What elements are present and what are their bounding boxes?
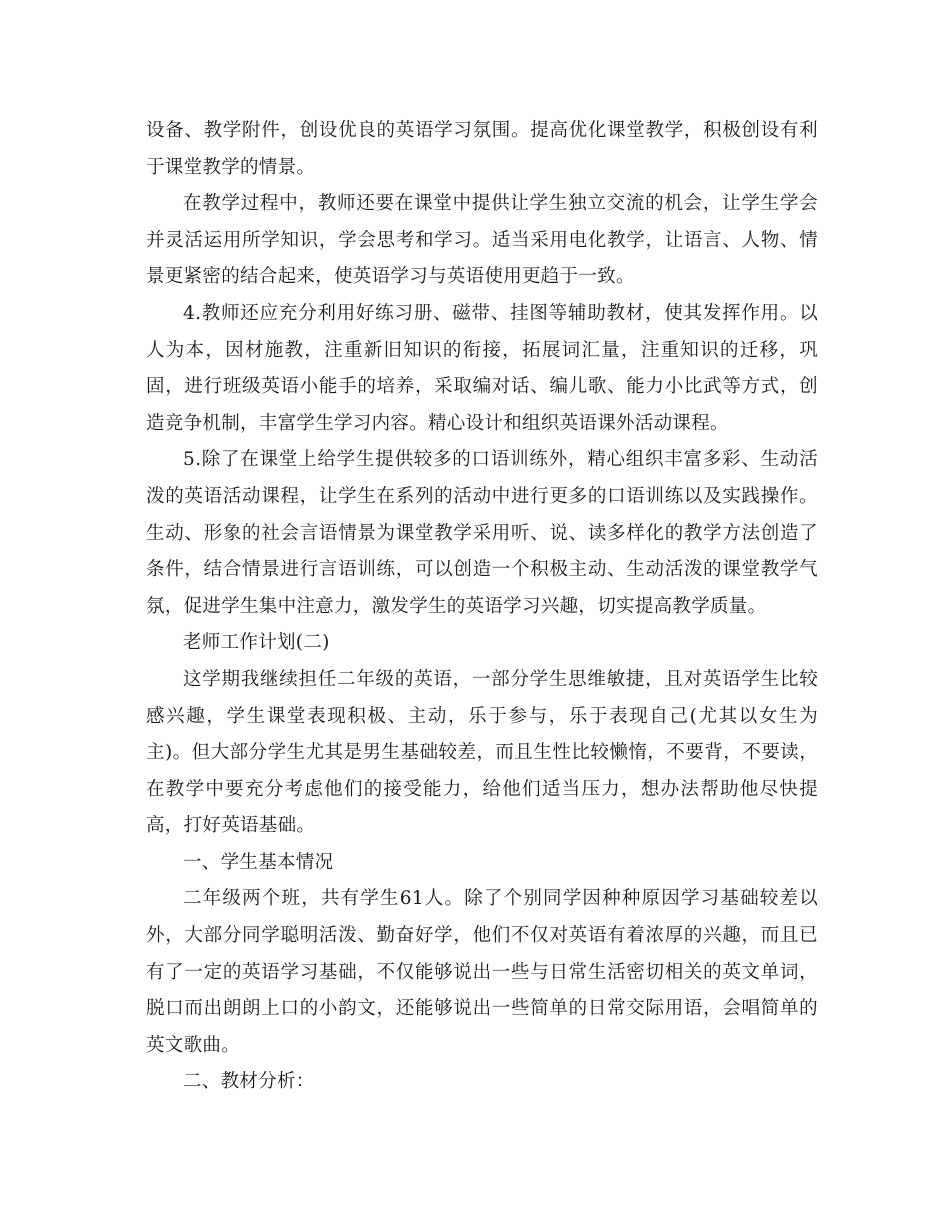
section-heading-student-situation: 一、学生基本情况 [183,851,334,873]
document-body [146,113,818,1101]
paragraph-4: 5.除了在课堂上给学生提供较多的口语训练外，精心组织丰富多彩、生动活泼的英语活动课程，让学生在系列的活动中进行更多的口语训练以及实践操作。生动、形象的社会言语情景为课堂教学采用听、说、读多样化的教学方法创造了条件，结合情景进行言语训练，可以创造一个积极主动、生动活泼的课堂教学气氛，促进学生集中注意力，激发学生的英语学习兴趣，切实提高教学质量。 [146,449,818,617]
section-heading-plan-two: 老师工作计划(二) [183,632,330,654]
paragraph-5: 这学期我继续担任二年级的英语，一部分学生思维敏捷，且对英语学生比较感兴趣，学生课堂表现积极、主动，乐于参与，乐于表现自己(尤其以女生为主)。但大部分学生尤其是男生基础较差，而且生性比较懒惰，不要背，不要读，在教学中要充分考虑他们的接受能力，给他们适当压力，想办法帮助他尽快提高，打好英语基础。 [146,668,818,837]
paragraph-1: 设备、教学附件，创设优良的英语学习氛围。提高优化课堂教学，积极创设有利于课堂教学的情景。 [146,120,818,178]
section-heading-textbook-analysis: 二、教材分析： [183,1071,315,1093]
paragraph-6: 二年级两个班，共有学生61人。除了个别同学因种种原因学习基础较差以外，大部分同学聪明活泼、勤奋好学，他们不仅对英语有着浓厚的兴趣，而且已有了一定的英语学习基础，不仅能够说出一些与日常生活密切相关的英文单词，脱口而出朗朗上口的小韵文，还能够说出一些简单的日常交际用语，会唱简单的英文歌曲。 [146,888,818,1056]
paragraph-2: 在教学过程中，教师还要在课堂中提供让学生独立交流的机会，让学生学会并灵活运用所学知识，学会思考和学习。适当采用电化教学，让语言、人物、情景更紧密的结合起来，使英语学习与英语使用更趋于一致。 [146,193,818,288]
paragraph-3: 4.教师还应充分利用好练习册、磁带、挂图等辅助教材，使其发挥作用。以人为本，因材施教，注重新旧知识的衔接，拓展词汇量，注重知识的迁移，巩固，进行班级英语小能手的培养，采取编对话、编儿歌、能力小比武等方式，创造竞争机制，丰富学生学习内容。精心设计和组织英语课外活动课程。 [146,302,818,434]
